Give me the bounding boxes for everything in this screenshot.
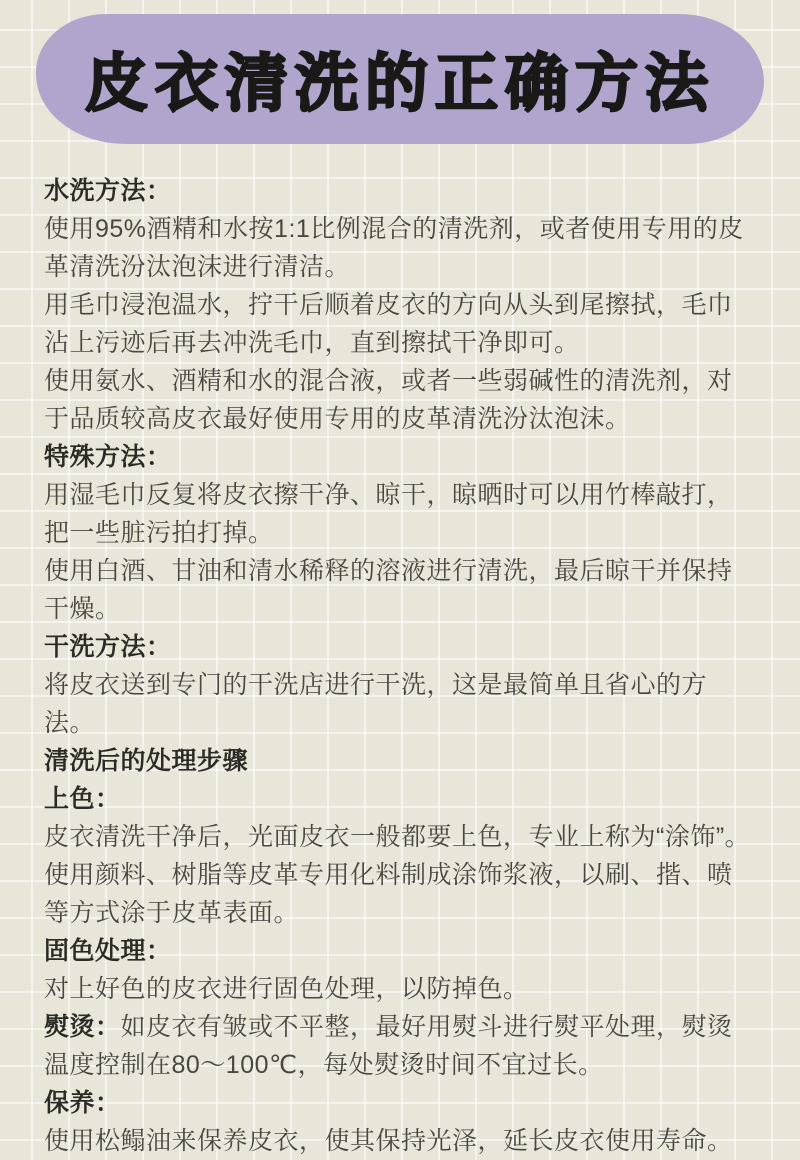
paragraph <box>44 1008 756 1084</box>
section-heading: 上色： <box>44 785 121 813</box>
section-heading: 水洗方法： <box>44 177 172 205</box>
paragraph: 使用95%酒精和水按1:1比例混合的清洗剂，或者使用专用的皮革清洗汾汰泡沫进行清洁。 <box>44 215 744 281</box>
page-title: 皮衣清洗的正确方法 <box>85 48 715 119</box>
paragraph-text: 如皮衣有皱或不平整，最好用熨斗进行熨平处理，熨烫温度控制在80～100℃，每处熨烫时间不宜过长。 <box>44 1013 733 1079</box>
section-heading: 固色处理： <box>44 937 172 965</box>
paragraph: 皮衣清洗干净后，光面皮衣一般都要上色，专业上称为“涂饰”。使用颜料、树脂等皮革专用化料制成涂饰浆液，以刷、揩、喷等方式涂于皮革表面。 <box>44 823 751 927</box>
section-heading: 特殊方法： <box>44 443 172 471</box>
paragraph: 使用白酒、甘油和清水稀释的溶液进行清洗，最后晾干并保持干燥。 <box>44 557 733 623</box>
paragraph: 用湿毛巾反复将皮衣擦干净、晾干，晾晒时可以用竹棒敲打，把一些脏污拍打掉。 <box>44 481 733 547</box>
paragraph: 使用氨水、酒精和水的混合液，或者一些弱碱性的清洗剂，对于品质较高皮衣最好使用专用的皮革清洗汾汰泡沫。 <box>44 367 733 433</box>
paragraph-lead: 熨烫： <box>44 1013 121 1041</box>
header-pill <box>36 14 764 144</box>
section-heading: 干洗方法： <box>44 633 172 661</box>
paragraph: 将皮衣送到专门的干洗店进行干洗，这是最简单且省心的方法。 <box>44 671 708 737</box>
paragraph: 对上好色的皮衣进行固色处理，以防掉色。 <box>44 975 529 1003</box>
paragraph: 使用松鳎油来保养皮衣，使其保持光泽，延长皮衣使用寿命。 <box>44 1127 733 1155</box>
paragraph: 用毛巾浸泡温水，拧干后顺着皮衣的方向从头到尾擦拭，毛巾沾上污迹后再去冲洗毛巾，直到擦拭干净即可。 <box>44 291 733 357</box>
section-heading: 清洗后的处理步骤 <box>44 747 249 775</box>
section-heading: 保养： <box>44 1089 121 1117</box>
article-body <box>0 144 800 1160</box>
